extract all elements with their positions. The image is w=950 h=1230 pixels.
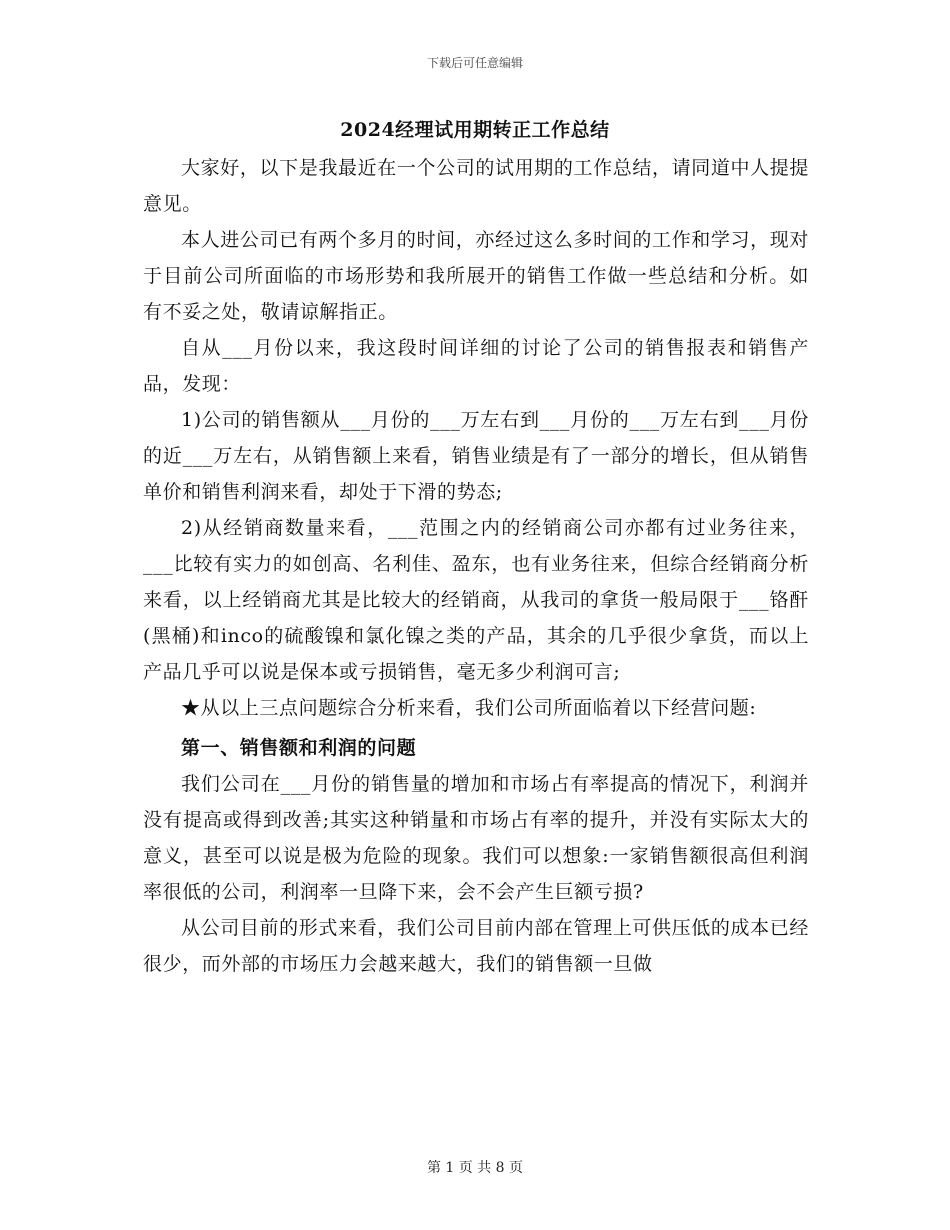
section-heading: 第一、销售额和利润的问题 (181, 737, 417, 759)
paragraph-finding-dealers: 2)从经销商数量来看，___范围之内的经销商公司亦都有过业务往来，___比较有实力的如创高、名利佳、盈东，也有业务往来，但综合经销商分析来看，以上经销商尤其是比较大的经销商，从我司的拿货一般局限于___铬酐(黑桶)和inco的硫酸镍和氯化镍之类的产品，其余的几乎很少拿货，而以上产品几乎可以说是保本或亏损销售，毫无多少利润可言; (143, 517, 809, 683)
document-title: 2024经理试用期转正工作总结 (340, 119, 610, 141)
document-body (143, 150, 809, 982)
page-number: 第 1 页 共 8 页 (426, 1160, 524, 1176)
paragraph-section-2: 从公司目前的形式来看，我们公司目前内部在管理上可供压低的成本已经很少，而外部的市场压力会越来越大，我们的销售额一旦做 (143, 917, 809, 975)
paragraph-findings-lead: 自从___月份以来，我这段时间详细的讨论了公司的销售报表和销售产品，发现： (143, 337, 809, 395)
paragraph-greeting: 大家好，以下是我最近在一个公司的试用期的工作总结，请同道中人提提意见。 (143, 157, 809, 215)
paragraph-finding-sales: 1)公司的销售额从___月份的___万左右到___月份的___万左右到___月份的近___万左右，从销售额上来看，销售业绩是有了一部分的增长，但从销售单价和销售利润来看，却处于下滑的势态; (143, 409, 809, 503)
paragraph-section-1: 我们公司在___月份的销售量的增加和市场占有率提高的情况下，利润并没有提高或得到改善;其实这种销量和市场占有率的提升，并没有实际太大的意义，甚至可以说是极为危险的现象。我们可以想象:一家销售额很高但利润率很低的公司，利润率一旦降下来，会不会产生巨额亏损? (143, 773, 809, 903)
paragraph-summary: ★从以上三点问题综合分析来看，我们公司所面临着以下经营问题: (181, 697, 757, 719)
header-note: 下载后可任意编辑 (426, 56, 523, 70)
paragraph-intro: 本人进公司已有两个多月的时间，亦经过这么多时间的工作和学习，现对于目前公司所面临的市场形势和我所展开的销售工作做一些总结和分析。如有不妥之处，敬请谅解指正。 (143, 229, 809, 323)
